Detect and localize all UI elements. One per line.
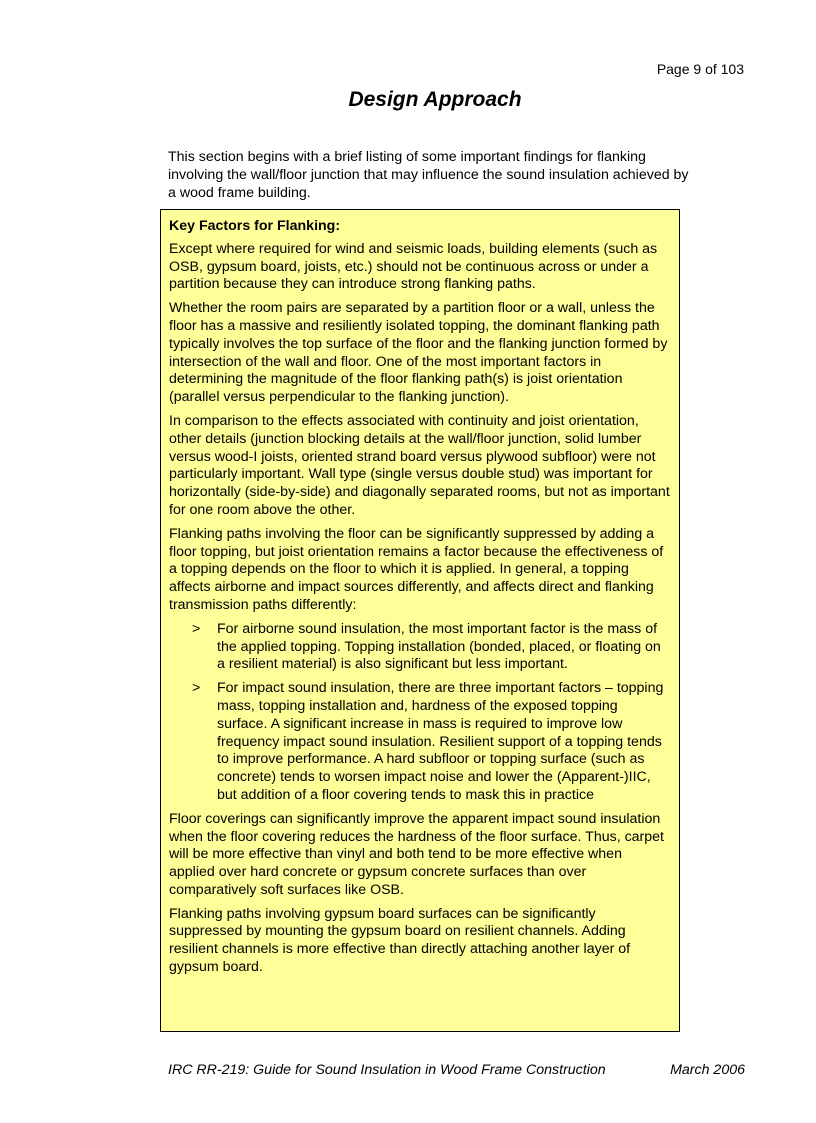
key-factor-paragraph: Floor coverings can significantly improve the apparent impact sound insulation when the floor covering reduces the hardness of the floor surface. Thus, carpet will be more effective than vinyl and both tend to be more effective when applied over hard concrete or gypsum concrete surfaces than over comparatively soft surfaces like OSB. <box>169 810 665 898</box>
key-factor-paragraph: Flanking paths involving the floor can be significantly suppressed by adding a floor topping, but joist orientation remains a factor because the effectiveness of a topping depends on the floor to which it is applied. In general, a topping affects airborne and impact sources differently, and affects direct and flanking transmission paths differently: <box>169 525 664 613</box>
key-factor-paragraph: Whether the room pairs are separated by a partition floor or a wall, unless the floor has a massive and resiliently isolated topping, the dominant flanking path typically involves the top surface of the floor and the flanking junction formed by intersection of the wall and floor. One of the most important factors in determining the magnitude of the floor flanking path(s) is joist orientation (parallel versus perpendicular to the flanking junction). <box>169 300 668 406</box>
footer-document-title: IRC RR-219: Guide for Sound Insulation in Wood Frame Construction <box>168 1062 606 1078</box>
key-factor-paragraph: In comparison to the effects associated with continuity and joist orientation, other details (junction blocking details at the wall/floor junction, solid lumber versus wood-I joists, oriented strand board versus plywood subfloor) were not particularly important. Wall type (single versus double stud) was important for horizontally (side-by-side) and diagonally separated rooms, but not as important for one room above the other. <box>169 412 670 518</box>
key-factors-box <box>160 209 680 1032</box>
key-factor-paragraph: Flanking paths involving gypsum board surfaces can be significantly suppressed by mounting the gypsum board on resilient channels. Adding resilient channels is more effective than directly attaching another layer of gypsum board. <box>169 905 631 976</box>
bullet-marker: > <box>192 620 201 637</box>
key-factor-paragraph: Except where required for wind and seismic loads, building elements (such as OSB, gypsum board, joists, etc.) should not be continuous across or under a partition because they can introduce strong flanking paths. <box>169 240 658 293</box>
intro-paragraph: This section begins with a brief listing of some important findings for flanking involving the wall/floor junction that may influence the sound insulation achieved by a wood frame building. <box>168 149 689 201</box>
bullet-text: For impact sound insulation, there are three important factors – topping mass, topping installation and, hardness of the exposed topping surface. A significant increase in mass is required to improve low frequency impact sound insulation. Resilient support of a topping tends to improve performance. A hard subfloor or topping surface (such as concrete) tends to worsen impact noise and lower the (Apparent-)IIC, but addition of a floor covering tends to mask this in practice <box>217 680 664 803</box>
list-item <box>169 680 671 805</box>
footer-date: March 2006 <box>670 1062 745 1078</box>
bullet-text: For airborne sound insulation, the most important factor is the mass of the applied topping. Topping installation (bonded, placed, or floating on a resilient material) is also significant but less important. <box>217 620 661 673</box>
page-title: Design Approach <box>348 88 522 111</box>
page-number: Page 9 of 103 <box>656 61 744 77</box>
bullet-marker: > <box>192 680 201 697</box>
key-factors-heading: Key Factors for Flanking: <box>169 218 341 234</box>
list-item <box>169 621 671 674</box>
topping-factors-list <box>169 621 671 805</box>
